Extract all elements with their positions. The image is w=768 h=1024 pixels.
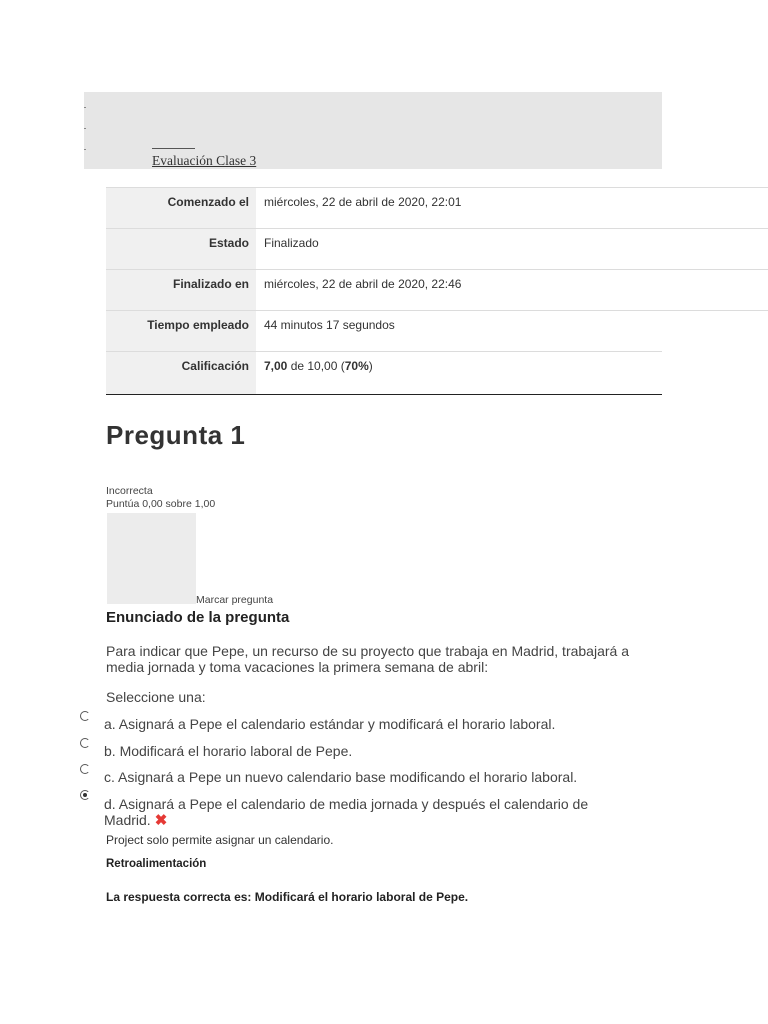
specific-feedback: Project solo permite asignar un calendario. bbox=[106, 833, 334, 847]
option-d-item[interactable] bbox=[104, 796, 644, 829]
summary-label: Calificación bbox=[106, 352, 256, 394]
summary-label: Estado bbox=[106, 229, 256, 269]
summary-row-finished bbox=[106, 269, 768, 310]
right-answer: La respuesta correcta es: Modificará el horario laboral de Pepe. bbox=[106, 890, 469, 904]
header-mark bbox=[84, 149, 86, 150]
question-grade: Puntúa 0,00 sobre 1,00 bbox=[106, 498, 216, 510]
summary-value: miércoles, 22 de abril de 2020, 22:01 bbox=[264, 195, 462, 209]
breadcrumb-separator bbox=[152, 148, 195, 149]
summary-row-started bbox=[106, 187, 768, 228]
grade-out-of: de 10,00 ( bbox=[287, 359, 345, 373]
flag-question-link[interactable]: Marcar pregunta bbox=[196, 594, 274, 606]
grade-percent: 70% bbox=[344, 359, 369, 373]
summary-label: Finalizado en bbox=[106, 270, 256, 310]
incorrect-icon: ✖ bbox=[154, 812, 168, 829]
option-c-label[interactable]: c. Asignará a Pepe un nuevo calendario base modificando el horario laboral. bbox=[104, 769, 578, 785]
grade-score: 7,00 bbox=[264, 359, 288, 373]
answer-prompt: Seleccione una: bbox=[106, 689, 206, 705]
summary-row-time-taken bbox=[106, 310, 768, 351]
statement-heading: Enunciado de la pregunta bbox=[106, 609, 290, 626]
feedback-heading: Retroalimentación bbox=[106, 858, 207, 870]
question-info bbox=[106, 485, 215, 511]
question-text: Para indicar que Pepe, un recurso de su proyecto que trabaja en Madrid, trabajará a media jornada y toma vacaciones la primera semana de abril: bbox=[106, 643, 629, 675]
option-a-label[interactable]: a. Asignará a Pepe el calendario estándar y modificará el horario laboral. bbox=[104, 716, 556, 732]
question-title: Pregunta 1 bbox=[106, 420, 246, 450]
option-a-radio[interactable] bbox=[80, 711, 90, 721]
question-state: Incorrecta bbox=[106, 485, 153, 497]
attempt-summary-table bbox=[106, 187, 768, 395]
summary-value: Finalizado bbox=[264, 236, 319, 250]
option-c-radio[interactable] bbox=[80, 764, 90, 774]
summary-row-state bbox=[106, 228, 768, 269]
option-b-radio[interactable] bbox=[80, 738, 90, 748]
summary-label: Tiempo empleado bbox=[106, 311, 256, 351]
option-d-label: d. Asignará a Pepe el calendario de media jornada y después el calendario de Madrid. bbox=[104, 796, 589, 828]
flag-icon-placeholder bbox=[107, 513, 196, 604]
header-mark bbox=[84, 128, 86, 129]
summary-value: 44 minutos 17 segundos bbox=[264, 318, 395, 332]
summary-label: Comenzado el bbox=[106, 188, 256, 228]
option-b-label[interactable]: b. Modificará el horario laboral de Pepe. bbox=[104, 743, 353, 759]
breadcrumb-quiz-link[interactable]: Evaluación Clase 3 bbox=[152, 153, 257, 168]
grade-close: ) bbox=[368, 359, 373, 373]
option-d-radio[interactable] bbox=[80, 790, 90, 800]
summary-row-grade bbox=[106, 351, 662, 395]
header-band bbox=[84, 92, 662, 169]
grade-value bbox=[264, 359, 373, 373]
summary-value: miércoles, 22 de abril de 2020, 22:46 bbox=[264, 277, 462, 291]
header-mark bbox=[84, 107, 86, 108]
